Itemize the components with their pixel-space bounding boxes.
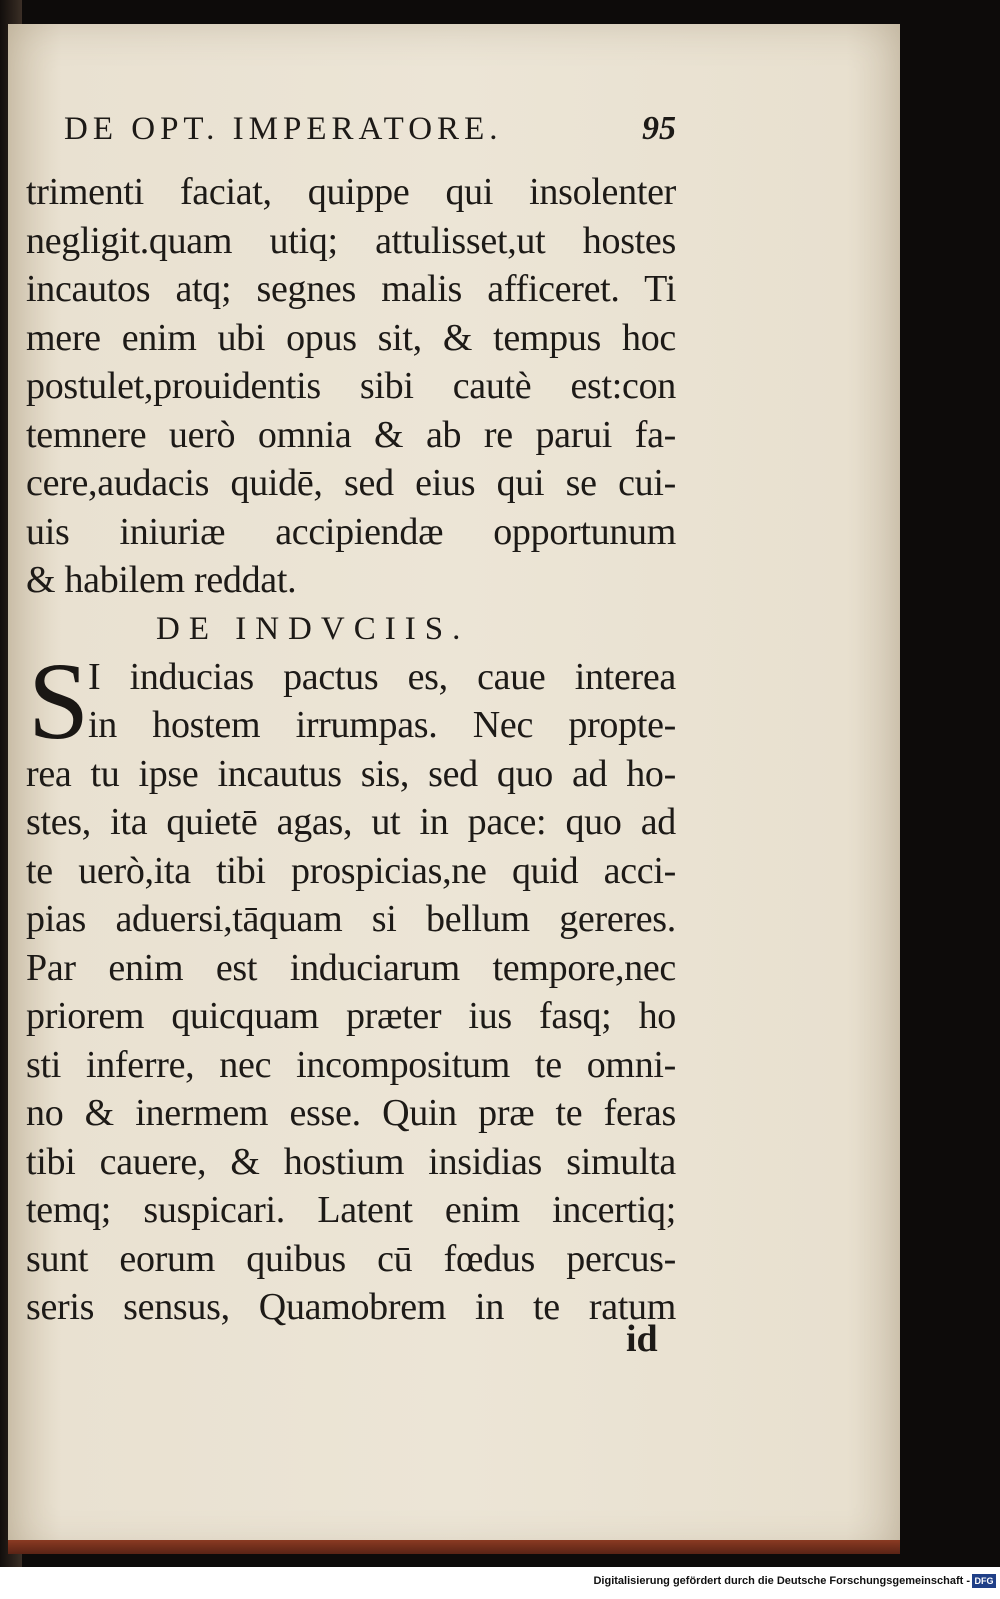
text-line: te uerò,ita tibi prospicias,ne quid acci- xyxy=(26,849,676,892)
text-line: rea tu ipse incautus sis, sed quo ad ho- xyxy=(26,752,676,795)
text-line: pias aduersi,tāquam si bellum gereres. xyxy=(26,898,676,940)
text-line: postulet,prouidentis sibi cautè est:con xyxy=(26,365,676,407)
text-line: cere,audacis quidē, sed eius qui se cui- xyxy=(26,462,676,504)
text-line: I inducias pactus es, caue interea xyxy=(88,655,676,698)
text-line: uis iniuriæ accipiendæ opportunum xyxy=(26,510,676,553)
dropcap-paragraph xyxy=(26,639,676,762)
drop-cap-letter: S xyxy=(28,639,90,762)
section-heading: DE INDVCIIS. xyxy=(156,610,470,647)
text-line: sunt eorum quibus cū fœdus percus- xyxy=(26,1237,676,1280)
text-line: temq; suspicari. Latent enim incertiq; xyxy=(26,1189,676,1231)
text-line: incautos atq; segnes malis afficeret. Ti xyxy=(26,268,676,310)
dfg-logo: DFG xyxy=(972,1574,996,1588)
text-line: no & inermem esse. Quin præ te feras xyxy=(26,1092,676,1134)
text-line: tibi cauere, & hostium insidias simulta xyxy=(26,1140,676,1183)
text-line: seris sensus, Quamobrem in te ratum xyxy=(26,1286,676,1328)
digitization-footer xyxy=(0,1567,1000,1599)
text-line: stes, ita quietē agas, ut in pace: quo ad xyxy=(26,801,676,843)
text-line: in hostem irrumpas. Nec propte- xyxy=(88,704,676,746)
text-line: priorem quicquam præter ius fasq; ho xyxy=(26,995,676,1037)
text-line: trimenti faciat, quippe qui insolenter xyxy=(26,171,676,213)
running-head xyxy=(26,110,676,168)
running-head-title: DE OPT. IMPERATORE. xyxy=(64,111,503,147)
catchword: id xyxy=(626,1318,658,1360)
text-line: temnere uerò omnia & ab re parui fa- xyxy=(26,413,676,456)
funding-credit: Digitalisierung gefördert durch die Deutsche Forschungsgemeinschaft - xyxy=(593,1575,970,1587)
folio-number: 95 xyxy=(642,110,676,147)
text-line: Par enim est induciarum tempore,nec xyxy=(26,946,676,989)
text-line: negligit.quam utiq; attulisset,ut hostes xyxy=(26,219,676,262)
text-line: sti inferre, nec incompositum te omni- xyxy=(26,1043,676,1086)
text-line: & habilem reddat. xyxy=(26,559,297,601)
book-page xyxy=(8,24,900,1552)
page-edge xyxy=(8,1540,900,1554)
text-line: mere enim ubi opus sit, & tempus hoc xyxy=(26,316,676,359)
text-block xyxy=(26,110,676,1332)
